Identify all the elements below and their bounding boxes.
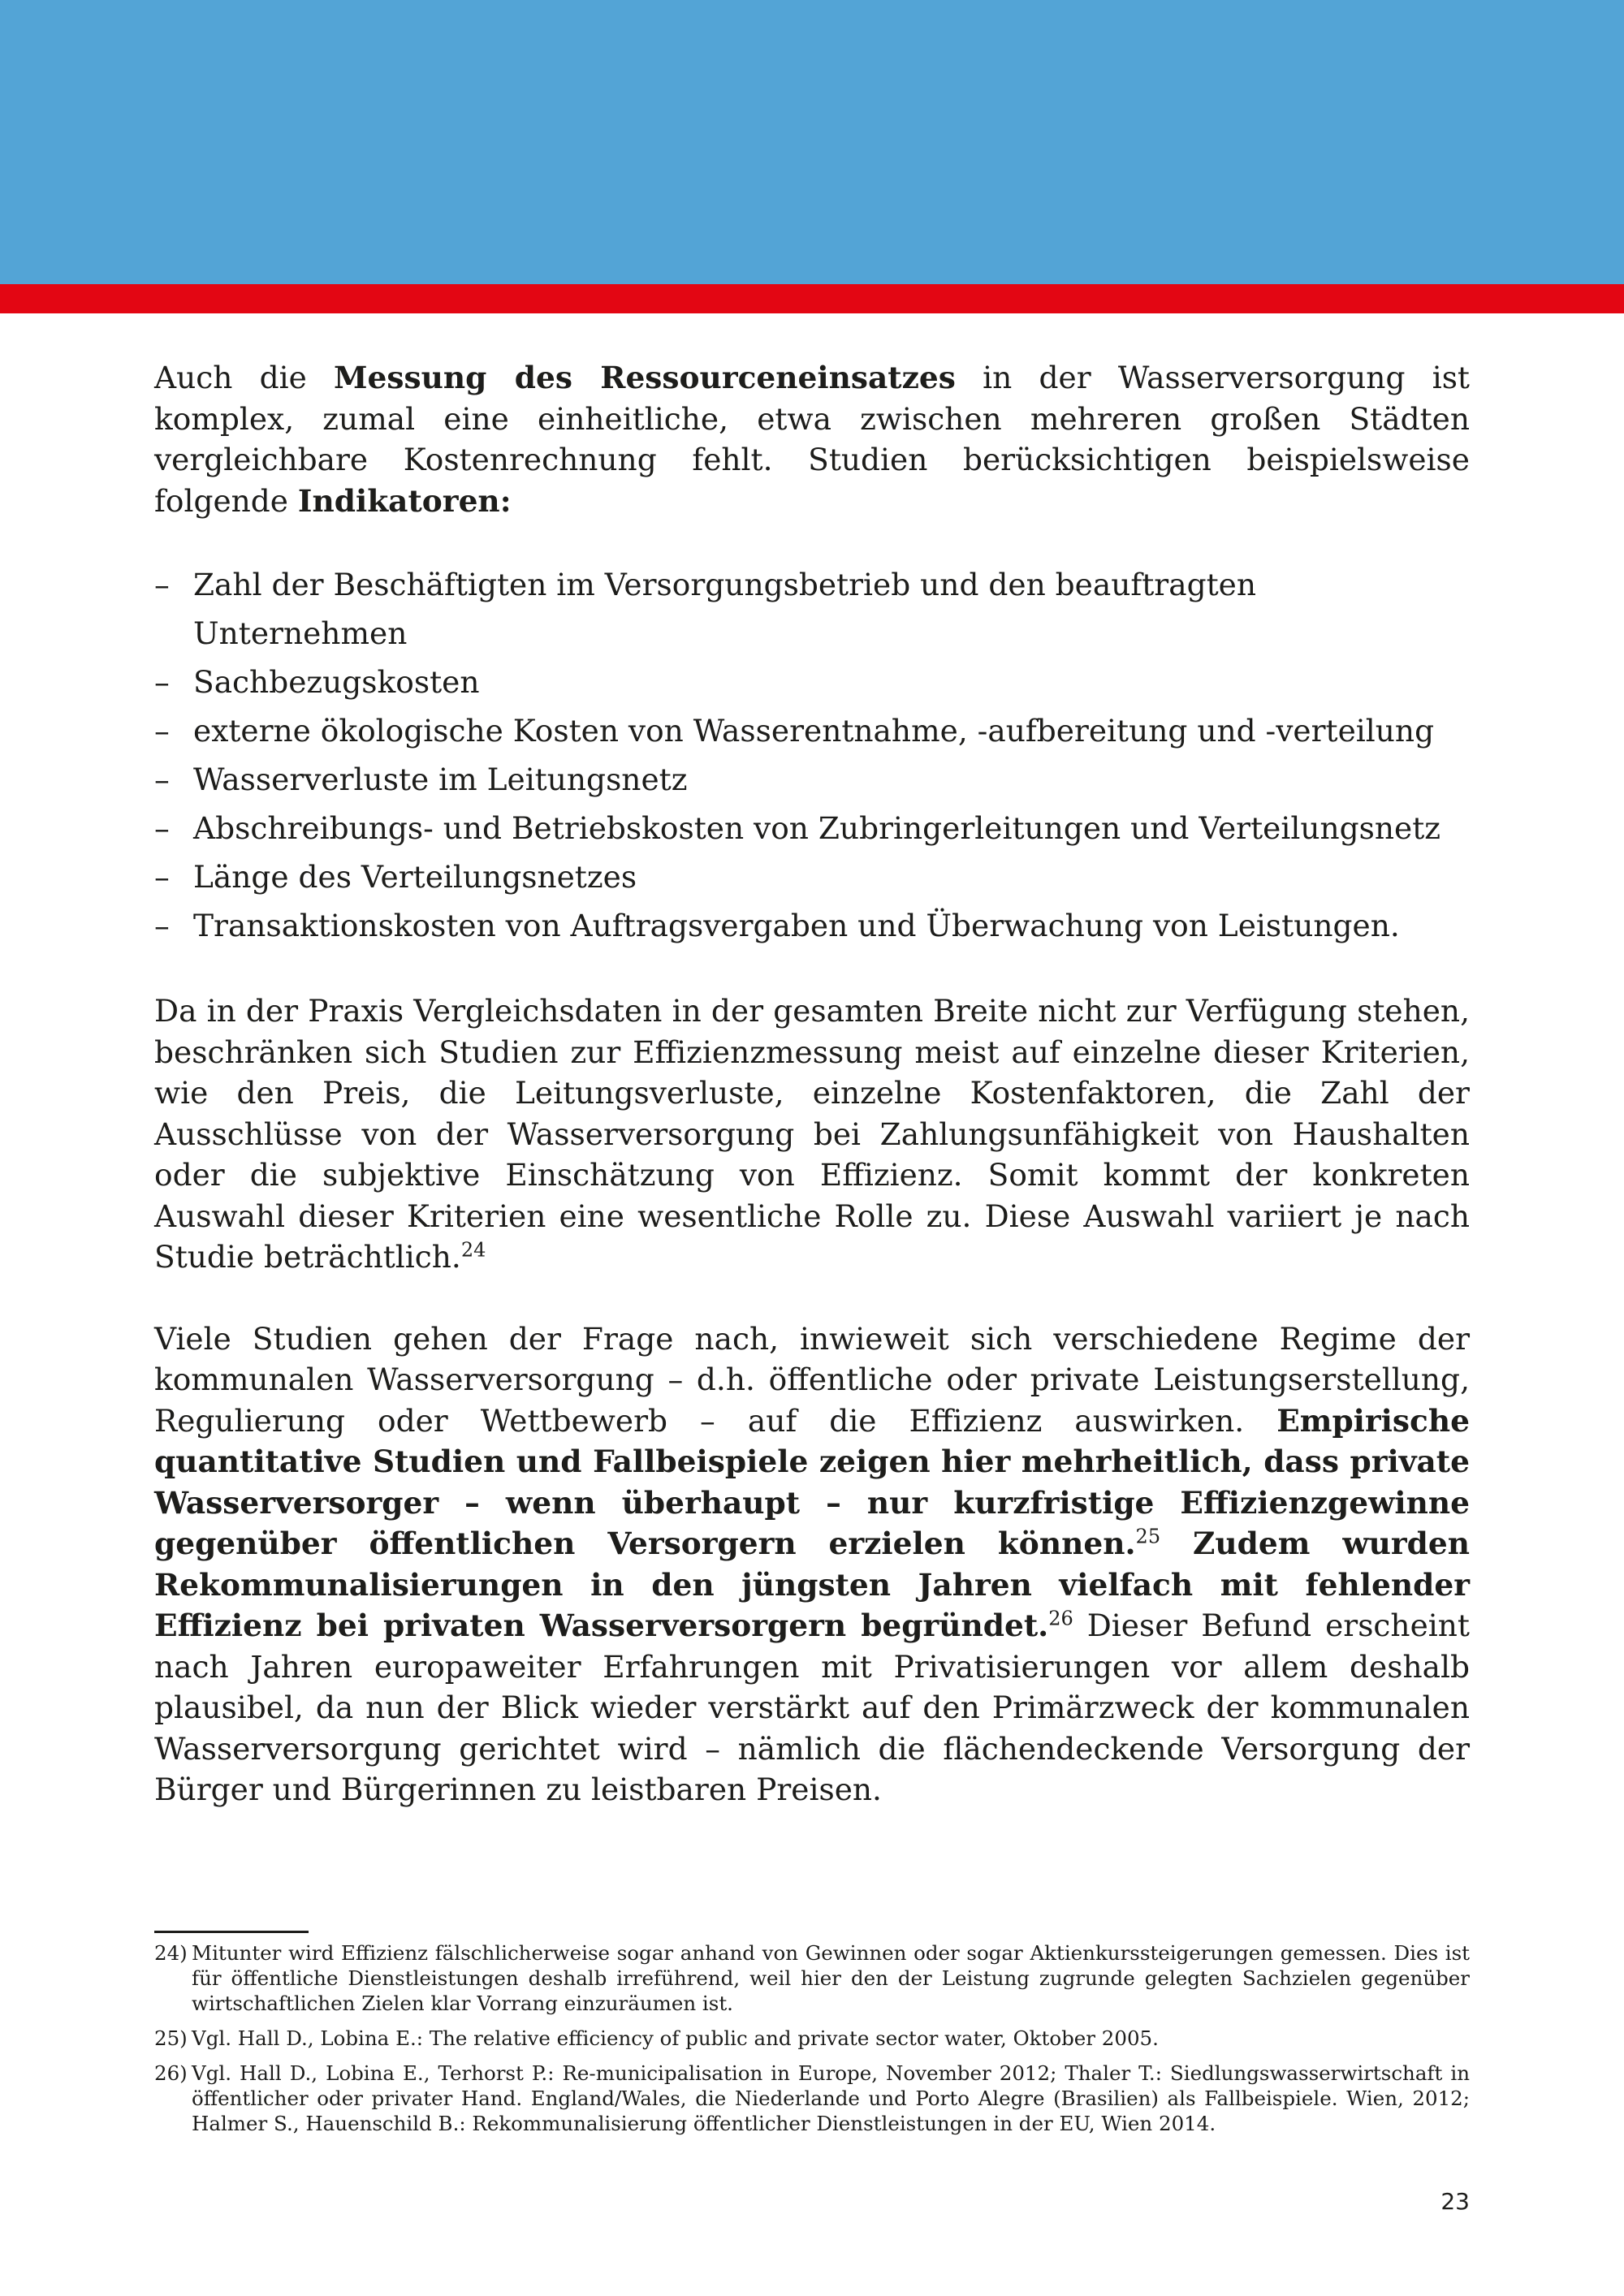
footnote-divider [154, 1931, 309, 1933]
footnote-number: 24) [154, 1941, 188, 1965]
dash-bullet: – [154, 810, 170, 846]
paragraph-comparison-data [154, 990, 1470, 1278]
p1-text-1: Auch die [154, 360, 335, 395]
dash-bullet: – [154, 762, 170, 797]
list-item [154, 755, 1470, 804]
list-item-text: Abschreibungs- und Betriebskosten von Zubringerleitungen und Verteilungsnetz [193, 810, 1441, 846]
p2-text: Da in der Praxis Vergleichsdaten in der gesamten Breite nicht zur Verfügung stehen, beschränken sich Studien zur Effizienzmessung meist auf einzelne dieser Kriterien, wie den Preis, die Leitungsverluste, einzelne Kostenfaktoren, die Zahl der Ausschlüsse von der Wasserversorgung bei Zahlungsunfähigkeit von Haushalten oder die subjektive Einschätzung von Effizienz. Somit kommt der konkreten Auswahl dieser Kriterien eine wesentliche Rolle zu. Diese Auswahl variiert je nach Studie beträchtlich. [154, 993, 1470, 1275]
list-item [154, 901, 1470, 950]
p3-bold-2: Zudem wurden Rekommunalisierungen in den jüngsten Jahren vielfach mit fehlender Effizienz bei privaten Wasserversorgern begründet. [154, 1526, 1470, 1643]
paragraph-regimes-efficiency [154, 1318, 1470, 1810]
dash-bullet: – [154, 859, 170, 895]
page-number: 23 [1440, 2188, 1470, 2215]
main-content [154, 357, 1470, 1810]
footnote-25 [154, 2026, 1470, 2051]
footnote-24 [154, 1940, 1470, 2016]
header-blue-band [0, 0, 1624, 284]
p1-bold-1: Messung des Ressourceneinsatzes [334, 360, 956, 395]
footnote-text: Vgl. Hall D., Lobina E.: The relative efficiency of public and private sector water, Oktober 2005. [192, 2026, 1159, 2050]
list-item [154, 706, 1470, 755]
list-item-text: externe ökologische Kosten von Wasserentnahme, -aufbereitung und -verteilung [193, 713, 1435, 749]
list-item [154, 560, 1470, 658]
footnote-26 [154, 2061, 1470, 2136]
p1-text-2: in der Wasserversorgung ist komplex, zumal eine einheitliche, etwa zwischen mehreren großen Städten vergleichbare Kostenrechnung fehlt. Studien berücksichtigen beispielsweise folgende [154, 360, 1471, 519]
dash-bullet: – [154, 908, 170, 943]
footnote-ref-26[interactable]: 26 [1048, 1607, 1073, 1630]
paragraph-gap [154, 1278, 1470, 1318]
list-item-text: Zahl der Beschäftigten im Versorgungsbetrieb und den beauftragten Unternehmen [193, 567, 1257, 651]
list-item [154, 658, 1470, 706]
list-item-text: Transaktionskosten von Auftragsvergaben und Überwachung von Leistungen. [193, 908, 1400, 943]
footnote-number: 25) [154, 2026, 188, 2050]
list-item [154, 804, 1470, 852]
dash-bullet: – [154, 664, 170, 700]
p3-text-1: Viele Studien gehen der Frage nach, inwieweit sich verschiedene Regime der kommunalen Wasserversorgung – d.h. öffentliche oder private Leistungserstellung, Regulierung oder Wettbewerb – auf die Effizienz auswirken. [154, 1320, 1470, 1439]
footnote-number: 26) [154, 2061, 188, 2085]
p3-bold-1: Empirische quantitative Studien und Fallbeispiele zeigen hier mehrheitlich, dass private Wasserversorger – wenn überhaupt – nur kurzfristige Effizienzgewinne gegenüber öffentlichen Versorgern erzielen können. [154, 1402, 1470, 1561]
footnote-ref-25[interactable]: 25 [1135, 1525, 1161, 1548]
list-item-text: Sachbezugskosten [193, 664, 480, 700]
p1-bold-2: Indikatoren: [297, 482, 512, 519]
footnote-text: Mitunter wird Effizienz fälschlicherweise sogar anhand von Gewinnen oder sogar Aktienkurssteigerungen gemessen. Dies ist für öffentliche Dienstleistungen deshalb irreführend, weil hier den der Leistung zugrunde gelegten Sachzielen gegenüber wirtschaftlichen Zielen klar Vorrang einzuräumen ist. [192, 1941, 1470, 2015]
p3-text-2: Dieser Befund erscheint nach Jahren europaweiter Erfahrungen mit Privatisierungen vor allem deshalb plausibel, da nun der Blick wieder verstärkt auf den Primärzweck der kommunalen Wasserversorgung gerichtet wird – nämlich die flächendeckende Versorgung der Bürger und Bürgerinnen zu leistbaren Preisen. [154, 1608, 1470, 1807]
footnote-ref-24[interactable]: 24 [460, 1238, 486, 1262]
dash-bullet: – [154, 713, 170, 749]
dash-bullet: – [154, 567, 170, 602]
indicator-list [154, 560, 1470, 950]
footnote-text: Vgl. Hall D., Lobina E., Terhorst P.: Re-municipalisation in Europe, November 2012; Thaler T.: Siedlungswasserwirtschaft in öffentlicher oder privater Hand. England/Wales, die Niederlande und Porto Alegre (Brasilien) als Fallbeispiele. Wien, 2012; Halmer S., Hauenschild B.: Rekommunalisierung öffentlicher Dienstleistungen in der EU, Wien 2014. [192, 2061, 1470, 2135]
paragraph-resource-measurement [154, 357, 1470, 521]
list-item-text: Wasserverluste im Leitungsnetz [193, 762, 688, 797]
list-item-text: Länge des Verteilungsnetzes [193, 859, 637, 895]
header-red-accent-bar [0, 284, 1624, 313]
footnotes [154, 1940, 1470, 2146]
list-item [154, 852, 1470, 901]
